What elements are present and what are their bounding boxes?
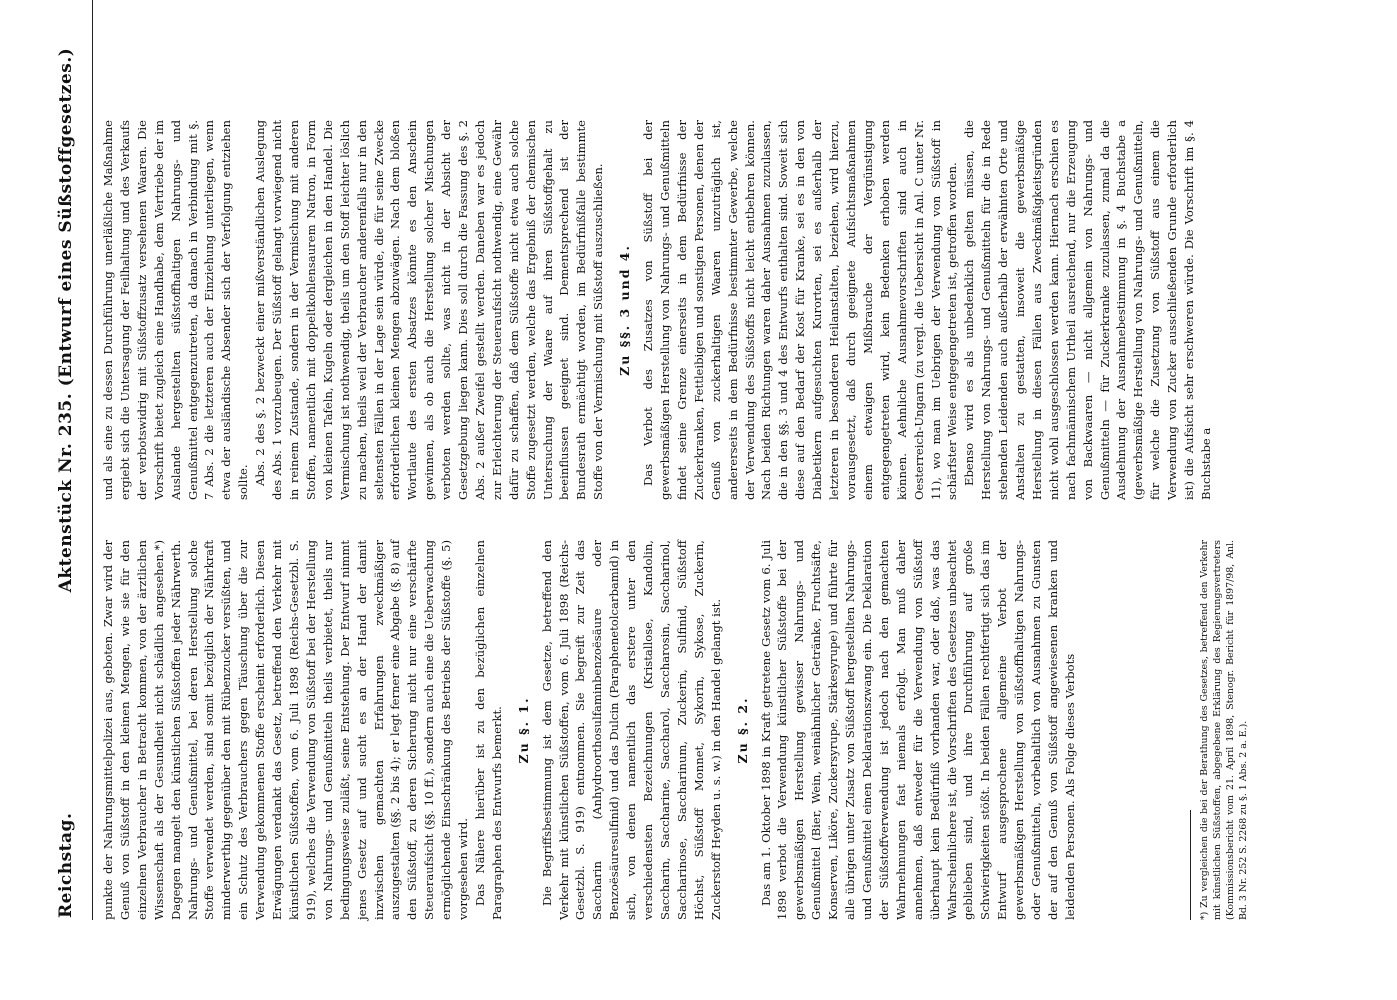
paragraph: Die Begriffsbestimmung ist dem Gesetze, betreffend den Verkehr mit künstlichen Süßstoffen, vom 6. Juli 1898 (Reichs-Gesetzbl. S. 919) entnommen. Sie begreift zur Zeit das Saccharin (Anhydroorthosulfaminbenzoësäure oder Benzoësäuresulfinid) und das Dulcin (Paraphenetolcarbamid) in sich, von denen namentlich das erstere unter den verschiedensten Bezeichnungen (Kristallose, Kandolin, Saccharin, Saccharine, Saccharol, Saccharosin, Saccharinol, Saccharinose, Saccharinum, Zuckerin, Sulfinid, Süßstoff Höchst, Süßstoff Monnet, Sykorin, Sykose, Zuckerin, Zuckerstoff Heyden u. s. w.) in den Handel gelangt ist. — [539, 540, 723, 920]
header-rule — [92, 0, 93, 920]
section-heading: Zu §. 2. — [734, 696, 750, 764]
section-heading: Zu §. 1. — [515, 696, 531, 764]
running-head-title: Aktenstück Nr. 235. (Entwurf eines Süßstoffgesetzes.) — [56, 47, 76, 593]
paragraph: Ebenso wird es als unbedenklich gelten müssen, die Herstellung von Nahrungs- und Genußmitteln für die in Rede stehenden Leidenden auch außerhalb der erwähnten Orte und Anstalten zu gestatten, insoweit die gewerbsmäßige Herstellung in diesen Fällen aus Zweckmäßigkeitsgründen nicht wohl ausgeschlossen werden kann. Hiernach erschien es nach fachmännischem Urtheil ausreichend, nur die Erzeugung von Backwaaren — nicht allgemein von Nahrungs- und Genußmitteln — für Zuckerkranke zuzulassen, zumal da die Ausdehnung der Ausnahmebestimmung in §. 4 Buchstabe a (gewerbsmäßige Herstellung von Nahrungs- und Genußmitteln, für welche die Zusetzung von Süßstoff aus einem die Verwendung von Zucker ausschließenden Grunde erforderlich ist) die Aufsicht sehr erschweren würde. Die Vorschrift im §. 4 Buchstabe a — [962, 120, 1213, 500]
running-head-left: Reichstag. — [56, 812, 76, 918]
paragraph: Das am 1. Oktober 1898 in Kraft getretene Gesetz vom 6. Juli 1898 verbot die Verwendung künstlicher Süßstoffe bei der gewerbsmäßigen Herstellung gewisser Nahrungs- und Genußmittel (Bier, Wein, weinähnlicher Getränke, Fruchtsäfte, Konserven, Liköre, Zuckersyrupe, Stärkesyrupe) und führte für alle übrigen unter Zusatz von Süßstoff hergestellten Nahrungs- und Genußmittel einen Deklarationszwang ein. Die Deklaration der Süßstoffverwendung ist jedoch nach den gemachten Wahrnehmungen fast niemals erfolgt. Man muß daher annehmen, daß entweder für die Verwendung von Süßstoff überhaupt kein Bedürfniß vorhanden war, oder daß, was das Wahrscheinlichere ist, die Vorschriften des Gesetzes unbeachtet geblieben sind, und ihre Durchführung auf große Schwierigkeiten stößt. In beiden Fällen rechtfertigt sich das im Entwurf ausgesprochene allgemeine Verbot der gewerbsmäßigen Herstellung von süßstoffhaltigen Nahrungs- oder Genußmitteln, vorbehaltlich von Ausnahmen zu Gunsten der auf den Genuß von Süßstoff angewiesenen kranken und leidenden Personen. Als Folge dieses Verbots — [758, 540, 1077, 920]
paragraph: und als eine zu dessen Durchführung unerläßliche Maßnahme ergiebt sich die Untersagung der Feilhaltung und des Verkaufs der verbotswidrig mit Süßstoffzusatz versehenen Waaren. Die Vorschrift bietet zugleich eine Handhabe, dem Vertriebe der im Auslande hergestellten süßstoffhaltigen Nahrungs- und Genußmittel entgegenzutreten, da danach in Verbindung mit §. 7 Abs. 2 die letzteren auch der Einziehung unterliegen, wenn etwa der ausländische Absender sich der Verfolgung entziehen sollte. — [101, 120, 251, 500]
paragraph: Das Nähere hierüber ist zu den bezüglichen einzelnen Paragraphen des Entwurfs bemerkt. — [472, 540, 504, 920]
text-column-left — [100, 540, 1079, 920]
text-column-right — [100, 120, 1215, 500]
footnote: *) Zu vergleichen die bei der Berathung des Gesetzes, betreffend den Verkehr mit künstlichen Süßstoffen, abgegebene Erklärung des Regierungsvertreters (Kommissionsbericht vom 21. April 1898, Stenogr. Bericht für 1897/98, Anl. Bd. 3 Nr. 252 S. 2268 zu §. 1 Abs. 2 a. E.). — [1199, 540, 1249, 920]
footnote-rule — [1190, 810, 1191, 920]
paragraph: Abs. 2 des §. 2 bezweckt einer mißverständlichen Auslegung des Abs. 1 vorzubeugen. Der Süßstoff gelangt vorwiegend nicht in reinem Zustande, sondern in der Vermischung mit anderen Stoffen, namentlich mit doppeltkohlensaurem Natron, in Form von kleinen Tafeln, Kugeln oder dergleichen in den Handel. Die Vermischung ist nothwendig, theils um den Stoff leichter löslich zu machen, theils weil der Verbraucher anderenfalls nur in den seltensten Fällen in der Lage sein würde, die für seine Zwecke erforderlichen kleinen Mengen abzuwägen. Nach dem bloßen Wortlaute des ersten Absatzes könnte es den Anschein gewinnen, als ob auch die Herstellung solcher Mischungen verboten werden sollte, was nicht in der Absicht der Gesetzgebung liegen kann. Dies soll durch die Fassung des §. 2 Abs. 2 außer Zweifel gestellt werden. Daneben war es jedoch zur Erleichterung der Steueraufsicht nothwendig, eine Gewähr dafür zu schaffen, daß dem Süßstoffe nicht etwa auch solche Stoffe zugesetzt werden, welche das Ergebniß der chemischen Untersuchung der Waare auf ihren Süßstoffgehalt zu beeinflussen geeignet sind. Dementsprechend ist der Bundesrath ermächtigt worden, im Bedürfnißfalle bestimmte Stoffe von der Vermischung mit Süßstoff auszuschließen. — [253, 120, 606, 500]
paragraph: punkte der Nahrungsmittelpolizei aus, geboten. Zwar wird der Genuß von Süßstoff in den kleinen Mengen, wie sie für den einzelnen Verbraucher in Betracht kommen, von der ärztlichen Wissenschaft als der Gesundheit nicht schädlich angesehen.*) Dagegen mangelt den künstlichen Süßstoffen jeder Nährwerth. Nahrungs- und Genußmittel, bei deren Herstellung solche Stoffe verwendet werden, sind somit bezüglich der Nährkraft minderwerthig gegenüber den mit Rübenzucker versüßten, und ein Schutz des Verbrauchers gegen Täuschung über die zur Verwendung gekommenen Stoffe erscheint erforderlich. Diesen Erwägungen verdankt das Gesetz, betreffend den Verkehr mit künstlichen Süßstoffen, vom 6. Juli 1898 (Reichs-Gesetzbl. S. 919), welches die Verwendung von Süßstoff bei der Herstellung von Nahrungs- und Genußmitteln theils verbietet, theils nur bedingungsweise zuläßt, seine Entstehung. Der Entwurf nimmt jenes Gesetz auf und sucht es an der Hand der damit inzwischen gemachten Erfahrungen zweckmäßiger auszugestalten (§§. 2 bis 4); er legt ferner eine Abgabe (§. 8) auf den Süßstoff, zu deren Sicherung nicht nur eine verschärfte Steueraufsicht (§§. 10 ff.), sondern auch eine die Ueberwachung ermöglichende Einschränkung des Betriebs der Süßstoffe (§. 5) vorgesehen wird. — [101, 540, 471, 920]
section-heading: Zu §§. 3 und 4. — [617, 244, 633, 376]
paragraph: Das Verbot des Zusatzes von Süßstoff bei der gewerbsmäßigen Herstellung von Nahrungs- und Genußmitteln findet seine Grenze einerseits in dem Bedürfnisse der Zuckerkranken, Fettleibigen und sonstigen Personen, denen der Genuß von zuckerhaltigen Waaren unzuträglich ist, andererseits in dem Bedürfnisse bestimmter Gewerbe, welche der Verwendung des Süßstoffs nicht leicht entbehren können. Nach beiden Richtungen waren daher Ausnahmen zuzulassen, die in den §§. 3 und 4 des Entwurfs enthalten sind. Soweit sich diese auf den Bedarf der Kost für Kranke, sei es in den von Diabetikern aufgesuchten Kurorten, sei es außerhalb der letzteren in besonderen Heilanstalten, beziehen, wird hierzu, vorausgesetzt, daß durch geeignete Aufsichtsmaßnahmen einem etwaigen Mißbrauche der Vergünstigung entgegengetreten wird, kein Bedenken erhoben werden können. Aehnliche Ausnahmevorschriften sind auch in Oesterreich-Ungarn (zu vergl. die Uebersicht in Anl. C unter Nr. 11), wo man im Uebrigen der Verwendung von Süßstoff in schärfster Weise entgegengetreten ist, getroffen worden. — [641, 120, 960, 500]
